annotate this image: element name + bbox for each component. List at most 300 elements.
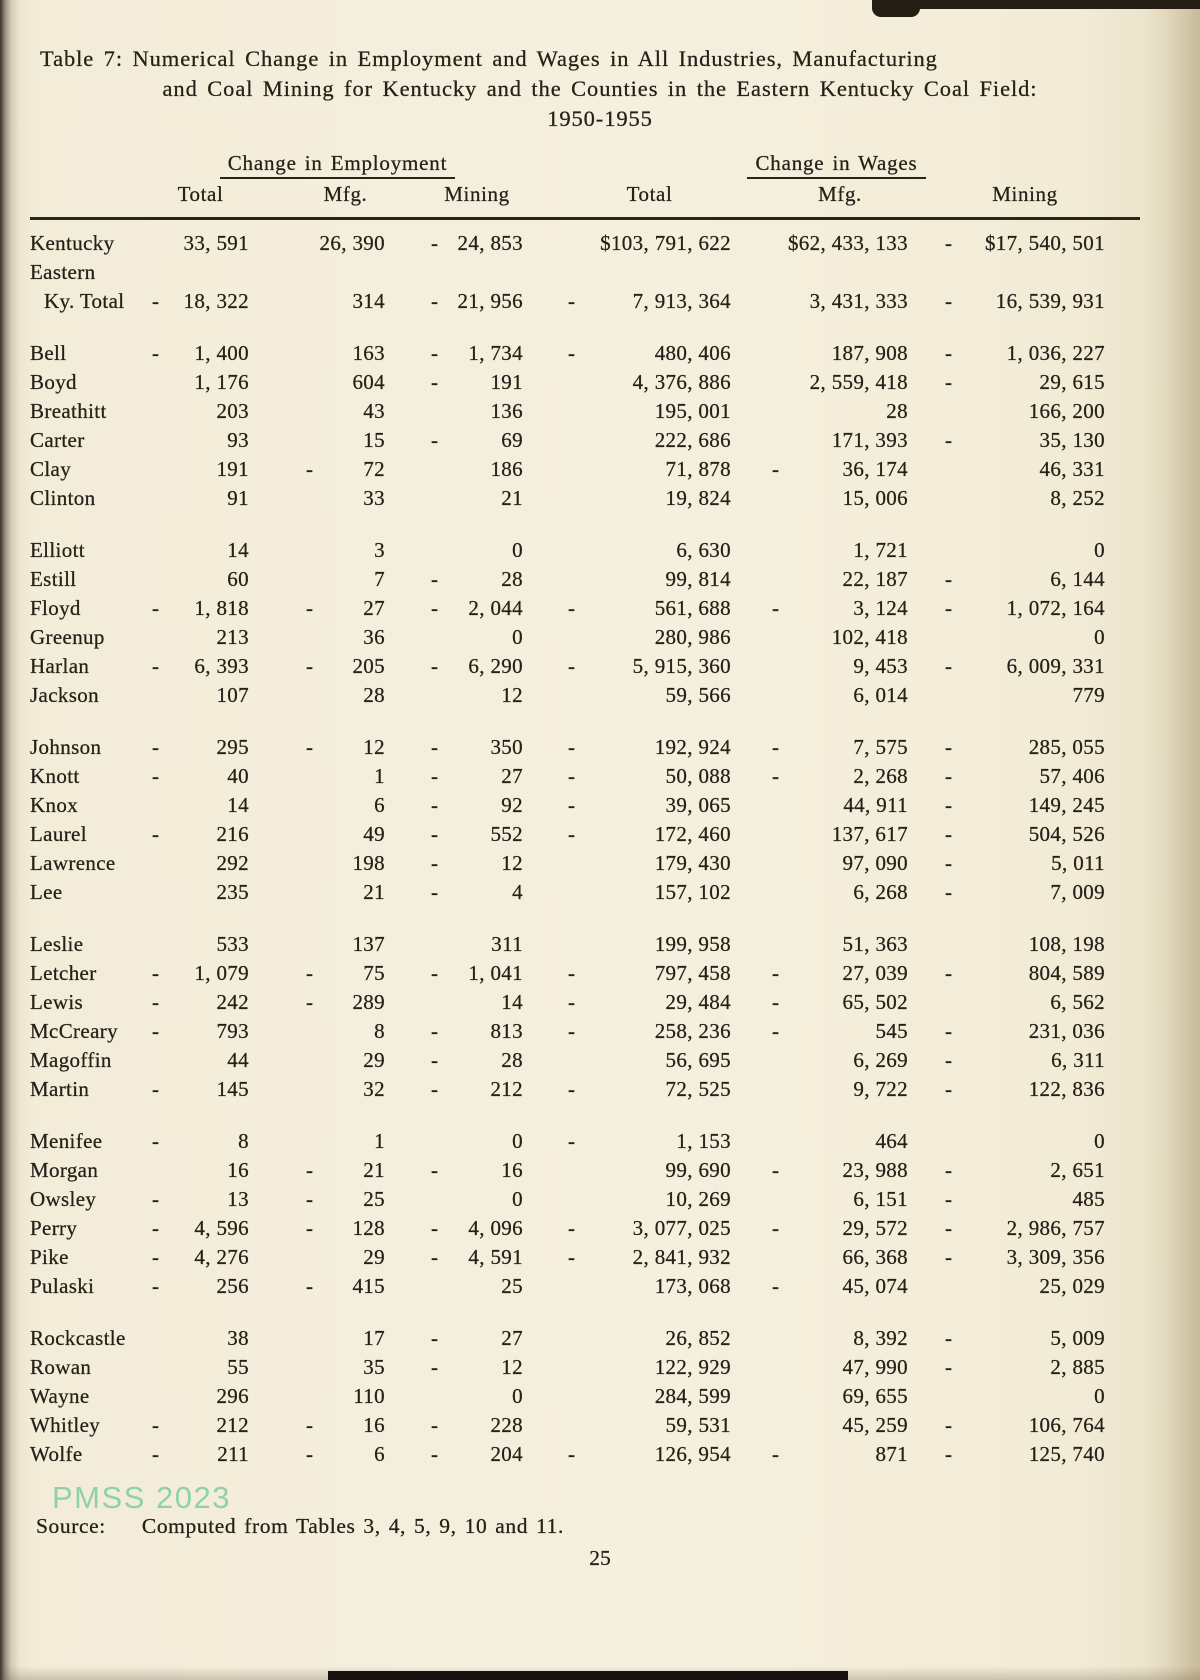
cell-value: 72, 525 — [665, 1077, 731, 1101]
value-cell — [568, 1382, 731, 1411]
minus-sign: - — [306, 1216, 314, 1240]
cell-value: 44, 911 — [843, 793, 908, 817]
minus-sign: - — [772, 457, 780, 481]
cell-value: 28 — [501, 1048, 523, 1072]
value-cell — [306, 1272, 385, 1301]
cell-value: 32 — [363, 1077, 385, 1101]
county-name: Harlan — [30, 654, 90, 678]
value-cell — [772, 1411, 908, 1440]
cell-value: 6, 268 — [853, 880, 908, 904]
col-header-wages-mfg: Mfg. — [818, 182, 862, 206]
minus-sign: - — [431, 341, 439, 365]
cell-value: 5, 011 — [1051, 851, 1105, 875]
minus-sign: - — [431, 1442, 439, 1466]
cell-value: 157, 102 — [654, 880, 731, 904]
value-cell — [306, 426, 385, 455]
cell-value: 797, 458 — [654, 961, 731, 985]
cell-value: $17, 540, 501 — [984, 231, 1105, 255]
source-line — [36, 1514, 564, 1539]
value-cell — [306, 1156, 385, 1185]
value-cell — [431, 1324, 523, 1353]
minus-sign: - — [945, 961, 953, 985]
value-cell — [568, 681, 731, 710]
cell-value: 2, 559, 418 — [809, 370, 908, 394]
cell-value: 33 — [363, 486, 385, 510]
value-cell — [945, 791, 1105, 820]
value-cell — [431, 339, 523, 368]
column-header-row — [30, 182, 1200, 210]
minus-sign: - — [945, 1077, 953, 1101]
value-cell — [772, 849, 908, 878]
value-cell — [772, 426, 908, 455]
cell-value: 43 — [363, 399, 385, 423]
cell-value: 38 — [227, 1326, 249, 1350]
cell-value: 0 — [512, 1129, 523, 1153]
value-cell — [772, 1324, 908, 1353]
scan-artifact-bottom-shade — [0, 1666, 1200, 1680]
cell-value: 29, 615 — [1039, 370, 1105, 394]
cell-value: 1, 818 — [194, 596, 249, 620]
cell-value: 28 — [886, 399, 908, 423]
value-cell — [945, 455, 1105, 484]
cell-value: 192, 924 — [654, 735, 731, 759]
cell-value: 6, 290 — [468, 654, 523, 678]
value-cell — [945, 652, 1105, 681]
value-cell — [568, 397, 731, 426]
value-cell — [945, 1185, 1105, 1214]
value-cell — [945, 930, 1105, 959]
value-cell — [152, 1382, 249, 1411]
title-line-3: 1950-1955 — [547, 106, 653, 131]
minus-sign: - — [306, 596, 314, 620]
cell-value: 2, 986, 757 — [1006, 1216, 1105, 1240]
cell-value: 35, 130 — [1039, 428, 1105, 452]
value-cell — [568, 878, 731, 907]
cell-value: 12 — [363, 735, 385, 759]
cell-value: 12 — [501, 1355, 523, 1379]
value-cell — [772, 536, 908, 565]
row-spacer — [30, 1104, 1200, 1127]
value-cell — [152, 397, 249, 426]
cell-value: 110 — [353, 1384, 385, 1408]
value-cell — [945, 1046, 1105, 1075]
value-cell — [772, 455, 908, 484]
cell-value: 1, 153 — [676, 1129, 731, 1153]
minus-sign: - — [431, 1077, 439, 1101]
cell-value: 311 — [491, 932, 523, 956]
cell-value: 296 — [216, 1384, 249, 1408]
value-cell — [152, 878, 249, 907]
county-name: Lewis — [30, 990, 84, 1014]
cell-value: 149, 245 — [1028, 793, 1105, 817]
title-line-2: and Coal Mining for Kentucky and the Counties in the Eastern Kentucky Coal Field: — [162, 76, 1038, 101]
county-name: Clay — [30, 457, 72, 481]
cell-value: 5, 009 — [1050, 1326, 1105, 1350]
minus-sign: - — [568, 990, 576, 1014]
value-cell — [152, 623, 249, 652]
cell-value: 49 — [363, 822, 385, 846]
value-cell — [431, 1440, 523, 1469]
value-cell — [431, 820, 523, 849]
value-cell — [945, 762, 1105, 791]
value-cell — [772, 733, 908, 762]
value-cell — [306, 1046, 385, 1075]
cell-value: 1, 036, 227 — [1006, 341, 1105, 365]
cell-value: 29, 484 — [665, 990, 731, 1014]
value-cell — [152, 681, 249, 710]
minus-sign: - — [568, 654, 576, 678]
minus-sign: - — [431, 822, 439, 846]
cell-value: 284, 599 — [654, 1384, 731, 1408]
cell-value: 59, 566 — [665, 683, 731, 707]
cell-value: 203 — [216, 399, 249, 423]
minus-sign: - — [431, 961, 439, 985]
cell-value: 19, 824 — [665, 486, 731, 510]
cell-value: 125, 740 — [1028, 1442, 1105, 1466]
value-cell — [568, 536, 731, 565]
minus-sign: - — [306, 735, 314, 759]
minus-sign: - — [431, 1158, 439, 1182]
minus-sign: - — [772, 990, 780, 1014]
table-row — [30, 1411, 1200, 1440]
value-cell — [152, 368, 249, 397]
cell-value: 33, 591 — [183, 231, 249, 255]
wages-group — [568, 151, 1105, 181]
county-name: Eastern — [30, 260, 96, 284]
employment-group-header: Change in Employment — [220, 151, 455, 179]
table-body — [30, 229, 1200, 1469]
value-cell — [772, 681, 908, 710]
cell-value: 6, 562 — [1050, 990, 1105, 1014]
value-cell — [431, 623, 523, 652]
value-cell — [772, 484, 908, 513]
minus-sign: - — [306, 1413, 314, 1437]
value-cell — [945, 623, 1105, 652]
minus-sign: - — [945, 1442, 953, 1466]
value-cell — [306, 1017, 385, 1046]
county-name: McCreary — [30, 1019, 118, 1043]
value-cell — [945, 959, 1105, 988]
value-cell — [306, 762, 385, 791]
value-cell — [945, 1440, 1105, 1469]
value-cell — [945, 1156, 1105, 1185]
cell-value: 171, 393 — [831, 428, 908, 452]
cell-value: 22, 187 — [842, 567, 908, 591]
cell-value: 212 — [490, 1077, 523, 1101]
cell-value: 6 — [374, 1442, 385, 1466]
group-header-row — [30, 151, 1200, 181]
minus-sign: - — [431, 1355, 439, 1379]
table-row — [30, 681, 1200, 710]
value-cell — [152, 930, 249, 959]
value-cell — [306, 849, 385, 878]
minus-sign: - — [431, 764, 439, 788]
table-row — [30, 594, 1200, 623]
cell-value: 3, 431, 333 — [809, 289, 908, 313]
cell-value: 350 — [490, 735, 523, 759]
cell-value: 228 — [490, 1413, 523, 1437]
cell-value: 2, 268 — [853, 764, 908, 788]
value-cell — [568, 652, 731, 681]
value-cell — [431, 1017, 523, 1046]
cell-value: 280, 986 — [654, 625, 731, 649]
county-name: Lawrence — [30, 851, 116, 875]
value-cell — [568, 229, 731, 258]
cell-value: 65, 502 — [842, 990, 908, 1014]
cell-value: 69 — [501, 428, 523, 452]
value-cell — [431, 1075, 523, 1104]
county-name: Letcher — [30, 961, 97, 985]
value-cell — [945, 339, 1105, 368]
minus-sign: - — [431, 596, 439, 620]
county-name: Clinton — [30, 486, 96, 510]
minus-sign: - — [152, 1077, 160, 1101]
value-cell — [568, 1017, 731, 1046]
value-cell — [772, 1156, 908, 1185]
value-cell — [152, 1075, 249, 1104]
value-cell — [945, 849, 1105, 878]
cell-value: 12 — [501, 851, 523, 875]
cell-value: 211 — [217, 1442, 249, 1466]
value-cell — [152, 339, 249, 368]
cell-value: 16, 539, 931 — [995, 289, 1105, 313]
county-name: Pike — [30, 1245, 69, 1269]
cell-value: 8 — [374, 1019, 385, 1043]
value-cell — [152, 484, 249, 513]
county-name: Greenup — [30, 625, 105, 649]
value-cell — [945, 426, 1105, 455]
value-cell — [431, 1353, 523, 1382]
minus-sign: - — [772, 1216, 780, 1240]
value-cell — [306, 652, 385, 681]
value-cell — [568, 1075, 731, 1104]
value-cell — [152, 820, 249, 849]
value-cell — [306, 565, 385, 594]
value-cell — [152, 1411, 249, 1440]
table-row — [30, 1214, 1200, 1243]
cell-value: 6, 144 — [1050, 567, 1105, 591]
cell-value: 1, 176 — [194, 370, 249, 394]
cell-value: 92 — [501, 793, 523, 817]
cell-value: 4, 276 — [194, 1245, 249, 1269]
cell-value: 145 — [216, 1077, 249, 1101]
cell-value: 4, 376, 886 — [632, 370, 731, 394]
minus-sign: - — [945, 341, 953, 365]
cell-value: 13 — [227, 1187, 249, 1211]
cell-value: 16 — [501, 1158, 523, 1182]
minus-sign: - — [152, 961, 160, 985]
value-cell — [152, 1214, 249, 1243]
value-cell — [152, 229, 249, 258]
col-header-wages-mining: Mining — [992, 182, 1058, 206]
value-cell — [152, 594, 249, 623]
minus-sign: - — [306, 1442, 314, 1466]
cell-value: 25 — [363, 1187, 385, 1211]
value-cell — [152, 733, 249, 762]
value-cell — [306, 878, 385, 907]
minus-sign: - — [945, 596, 953, 620]
minus-sign: - — [945, 1326, 953, 1350]
cell-value: 187, 908 — [831, 341, 908, 365]
cell-value: 26, 852 — [665, 1326, 731, 1350]
cell-value: 216 — [216, 822, 249, 846]
value-cell — [772, 1272, 908, 1301]
employment-group — [152, 151, 523, 181]
value-cell — [152, 565, 249, 594]
cell-value: 166, 200 — [1028, 399, 1105, 423]
cell-value: 256 — [216, 1274, 249, 1298]
value-cell — [306, 988, 385, 1017]
value-cell — [568, 930, 731, 959]
cell-value: 72 — [363, 457, 385, 481]
value-cell — [306, 397, 385, 426]
table-row — [30, 1156, 1200, 1185]
cell-value: 231, 036 — [1028, 1019, 1105, 1043]
cell-value: 285, 055 — [1028, 735, 1105, 759]
minus-sign: - — [945, 231, 953, 255]
table-row — [30, 258, 1200, 287]
cell-value: 56, 695 — [665, 1048, 731, 1072]
cell-value: 8 — [238, 1129, 249, 1153]
cell-value: 1 — [374, 764, 385, 788]
value-cell — [306, 1075, 385, 1104]
cell-value: 40 — [227, 764, 249, 788]
value-cell — [945, 1243, 1105, 1272]
value-cell — [568, 959, 731, 988]
table-row — [30, 1353, 1200, 1382]
value-cell — [945, 1214, 1105, 1243]
value-cell — [306, 368, 385, 397]
county-name: Menifee — [30, 1129, 103, 1153]
value-cell — [568, 1046, 731, 1075]
minus-sign: - — [568, 1077, 576, 1101]
value-cell — [431, 287, 523, 316]
minus-sign: - — [152, 1274, 160, 1298]
cell-value: 6, 311 — [1051, 1048, 1105, 1072]
minus-sign: - — [431, 428, 439, 452]
minus-sign: - — [945, 654, 953, 678]
minus-sign: - — [431, 654, 439, 678]
value-cell — [568, 1411, 731, 1440]
minus-sign: - — [306, 1187, 314, 1211]
cell-value: 871 — [875, 1442, 908, 1466]
value-cell — [306, 229, 385, 258]
value-cell — [945, 229, 1105, 258]
minus-sign: - — [568, 1216, 576, 1240]
row-spacer — [30, 1301, 1200, 1324]
value-cell — [568, 484, 731, 513]
minus-sign: - — [945, 880, 953, 904]
value-cell — [568, 1156, 731, 1185]
col-header-employment-mining: Mining — [444, 182, 510, 206]
value-cell — [772, 287, 908, 316]
cell-value: 122, 836 — [1028, 1077, 1105, 1101]
value-cell — [152, 1127, 249, 1156]
value-cell — [568, 988, 731, 1017]
minus-sign: - — [568, 961, 576, 985]
cell-value: 57, 406 — [1039, 764, 1105, 788]
county-name: Knox — [30, 793, 79, 817]
minus-sign: - — [152, 289, 160, 313]
cell-value: 0 — [512, 625, 523, 649]
value-cell — [431, 594, 523, 623]
cell-value: 195, 001 — [654, 399, 731, 423]
cell-value: 97, 090 — [842, 851, 908, 875]
minus-sign: - — [431, 1413, 439, 1437]
cell-value: 604 — [352, 370, 385, 394]
cell-value: 36, 174 — [842, 457, 908, 481]
cell-value: 1, 079 — [194, 961, 249, 985]
value-cell — [945, 1382, 1105, 1411]
cell-value: 0 — [1094, 538, 1105, 562]
cell-value: 10, 269 — [665, 1187, 731, 1211]
value-cell — [431, 930, 523, 959]
cell-value: 50, 088 — [665, 764, 731, 788]
cell-value: 6, 009, 331 — [1006, 654, 1105, 678]
county-name: Perry — [30, 1216, 78, 1240]
value-cell — [945, 565, 1105, 594]
value-cell — [431, 1046, 523, 1075]
cell-value: $62, 433, 133 — [787, 231, 908, 255]
value-cell — [568, 1243, 731, 1272]
value-cell — [772, 1046, 908, 1075]
value-cell — [306, 455, 385, 484]
cell-value: 35 — [363, 1355, 385, 1379]
value-cell — [152, 652, 249, 681]
value-cell — [945, 536, 1105, 565]
table-row — [30, 1440, 1200, 1469]
cell-value: 6, 630 — [676, 538, 731, 562]
value-cell — [568, 623, 731, 652]
page-number: 25 — [589, 1546, 611, 1570]
cell-value: 4 — [512, 880, 523, 904]
minus-sign: - — [945, 1355, 953, 1379]
cell-value: 213 — [216, 625, 249, 649]
value-cell — [772, 1214, 908, 1243]
cell-value: 504, 526 — [1028, 822, 1105, 846]
value-cell — [568, 1324, 731, 1353]
value-cell — [772, 397, 908, 426]
value-cell — [431, 878, 523, 907]
value-cell — [772, 1353, 908, 1382]
cell-value: 106, 764 — [1028, 1413, 1105, 1437]
row-spacer — [30, 513, 1200, 536]
cell-value: 28 — [501, 567, 523, 591]
cell-value: 55 — [227, 1355, 249, 1379]
cell-value: 4, 096 — [468, 1216, 523, 1240]
cell-value: 1, 721 — [853, 538, 908, 562]
value-cell — [945, 988, 1105, 1017]
cell-value: 6 — [374, 793, 385, 817]
minus-sign: - — [431, 1019, 439, 1043]
cell-value: 21, 956 — [457, 289, 523, 313]
value-cell — [306, 1382, 385, 1411]
cell-value: 16 — [363, 1413, 385, 1437]
scan-artifact-top-right-blob — [872, 0, 920, 17]
minus-sign: - — [152, 1245, 160, 1269]
value-cell — [568, 1127, 731, 1156]
minus-sign: - — [945, 735, 953, 759]
value-cell — [431, 681, 523, 710]
minus-sign: - — [152, 735, 160, 759]
minus-sign: - — [152, 822, 160, 846]
value-cell — [306, 594, 385, 623]
value-cell — [772, 959, 908, 988]
cell-value: 292 — [216, 851, 249, 875]
value-cell — [568, 594, 731, 623]
value-cell — [568, 820, 731, 849]
value-cell — [772, 1382, 908, 1411]
